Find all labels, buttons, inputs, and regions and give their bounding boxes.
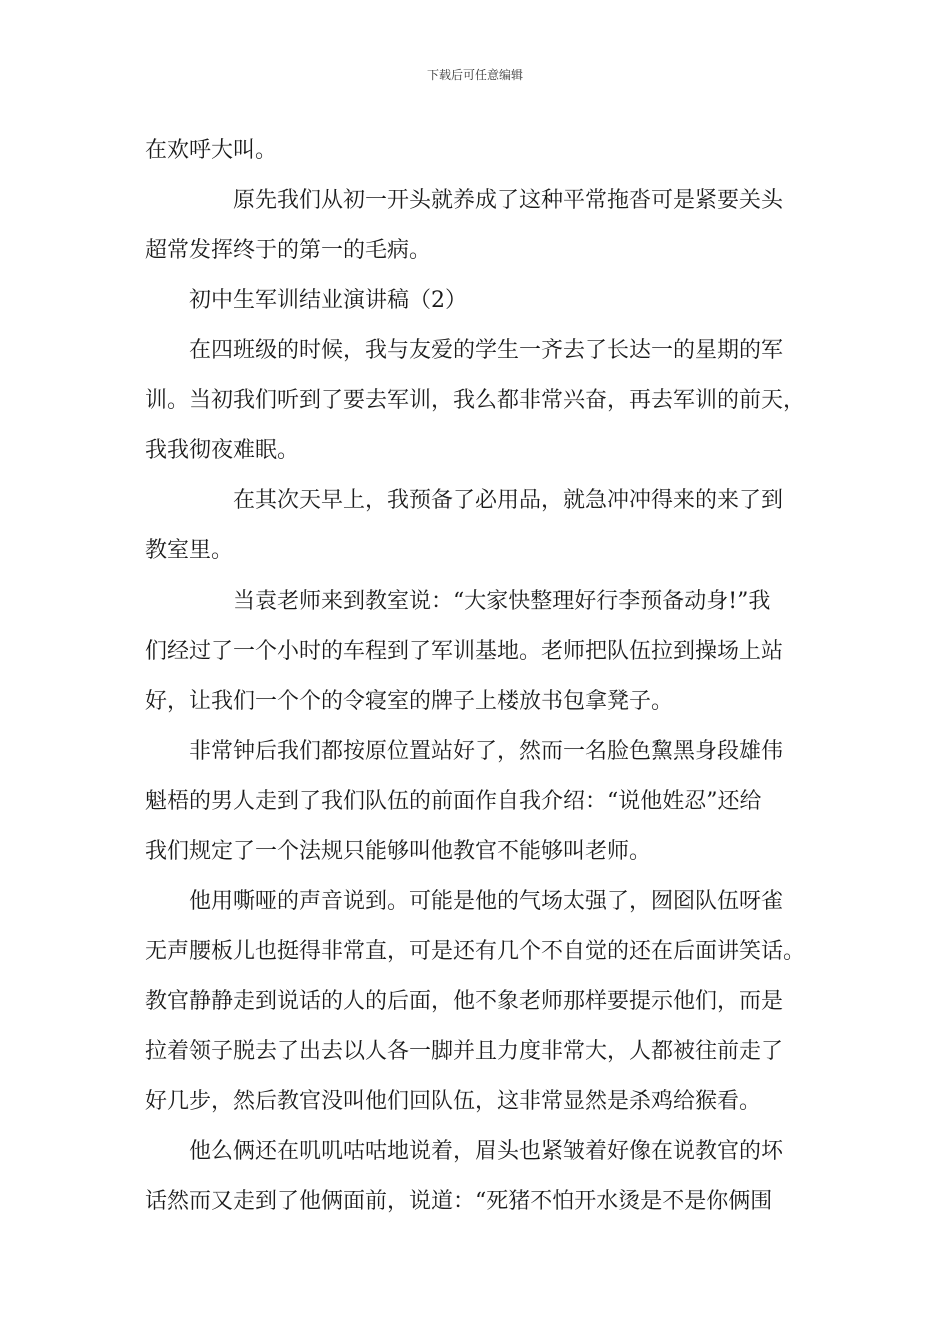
- text-line: 教官静静走到说话的人的后面，他不象老师那样要提示他们，而是: [145, 989, 784, 1014]
- text-line: 他么俩还在叽叽咕咕地说着，眉头也紧皱着好像在说教官的坏: [189, 1139, 784, 1164]
- text-line: 们经过了一个小时的车程到了军训基地。老师把队伍拉到操场上站: [145, 639, 784, 664]
- text-line: 原先我们从初一开头就养成了这种平常拖沓可是紧要关头: [233, 188, 784, 213]
- text-line: 他用嘶哑的声音说到。可能是他的气场太强了，囫囵队伍呀雀: [189, 889, 784, 914]
- page-header: 下载后可任意编辑: [426, 68, 523, 82]
- text-line: 魁梧的男人走到了我们队伍的前面作自我介绍：“说他姓忍”还给: [145, 789, 762, 814]
- text-line: 好，让我们一个个的令寝室的牌子上楼放书包拿凳子。: [145, 689, 674, 714]
- text-line: 教室里。: [145, 538, 234, 563]
- text-line: 话然而又走到了他俩面前，说道：“死猪不怕开水烫是不是你俩围: [145, 1189, 773, 1214]
- text-line: 训。当初我们听到了要去军训，我么都非常兴奋，再去军训的前天，: [145, 388, 806, 413]
- text-line: 在欢呼大叫。: [145, 138, 278, 163]
- section-heading: 初中生军训结业演讲稿（2）: [189, 288, 467, 313]
- text-line: 在其次天早上，我预备了必用品，就急冲冲得来的来了到: [233, 488, 784, 513]
- text-line: 我我彻夜难眠。: [145, 438, 300, 463]
- text-line: 无声腰板儿也挺得非常直，可是还有几个不自觉的还在后面讲笑话。: [145, 939, 806, 964]
- text-line: 在四班级的时候，我与友爱的学生一齐去了长达一的星期的军: [189, 338, 784, 363]
- text-line: 拉着领子脱去了出去以人各一脚并且力度非常大，人都被往前走了: [145, 1039, 784, 1064]
- text-line: 好几步，然后教官没叫他们回队伍，这非常显然是杀鸡给猴看。: [145, 1089, 762, 1114]
- text-line: 当袁老师来到教室说：“大家快整理好行李预备动身!”我: [233, 589, 771, 614]
- text-line: 非常钟后我们都按原位置站好了，然而一名脸色黧黑身段雄伟: [189, 739, 784, 764]
- text-line: 超常发挥终于的第一的毛病。: [145, 238, 432, 263]
- text-line: 我们规定了一个法规只能够叫他教官不能够叫老师。: [145, 839, 652, 864]
